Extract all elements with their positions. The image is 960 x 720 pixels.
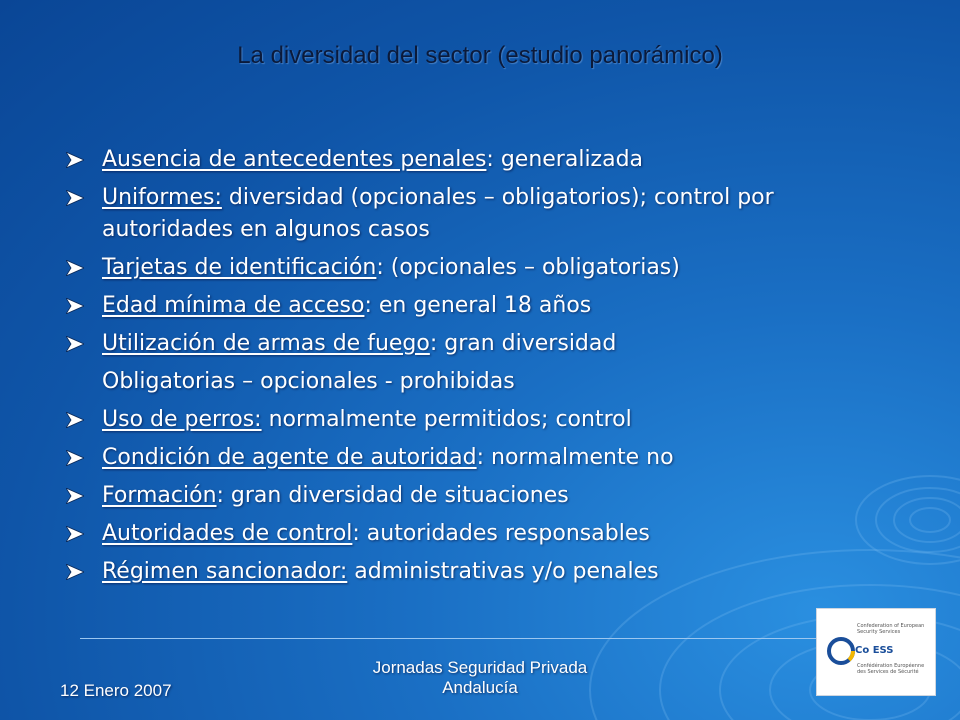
footer-date: 12 Enero 2007: [60, 681, 172, 700]
continuation-text: Obligatorias – opcionales - prohibidas: [102, 369, 515, 394]
bullet-item: [66, 404, 836, 436]
bullet-detail: administrativas y/o penales: [347, 559, 659, 584]
logo-org-fr: Confédération Européenne des Services de Sécurité: [857, 663, 925, 675]
bullet-continuation: [66, 366, 836, 398]
footer-divider: [80, 638, 820, 639]
arrow-bullet-icon: [66, 526, 84, 542]
bullet-term: Condición de agente de autoridad: [102, 445, 477, 470]
bullet-detail: : en general 18 años: [364, 293, 592, 318]
bullet-item: [66, 480, 836, 512]
bullet-term: Régimen sancionador:: [102, 559, 348, 584]
arrow-bullet-icon: [66, 336, 84, 352]
bullet-detail: : gran diversidad: [429, 331, 617, 356]
bullet-item: [66, 144, 836, 176]
bullet-detail: : (opcionales – obligatorias): [376, 255, 680, 280]
coess-logo: [816, 608, 936, 696]
arrow-bullet-icon: [66, 298, 84, 314]
slide-title: La diversidad del sector (estudio panorámico): [237, 42, 723, 69]
bullet-term: Edad mínima de acceso: [102, 293, 365, 318]
arrow-bullet-icon: [66, 564, 84, 580]
bullet-item: [66, 182, 836, 246]
footer-event: Jornadas Seguridad Privada Andalucía: [372, 658, 588, 697]
bullet-list: [66, 144, 836, 594]
coess-emblem-icon: [825, 635, 857, 667]
bullet-item: [66, 556, 836, 588]
arrow-bullet-icon: [66, 152, 84, 168]
bullet-item: [66, 442, 836, 474]
bullet-item: [66, 252, 836, 284]
bullet-term: Tarjetas de identificación: [102, 255, 377, 280]
bullet-term: Utilización de armas de fuego: [102, 331, 430, 356]
logo-org-en: Confederation of European Security Services: [857, 623, 925, 635]
bullet-detail: normalmente permitidos; control: [261, 407, 632, 432]
bullet-detail: : generalizada: [486, 147, 644, 172]
bullet-detail: : gran diversidad de situaciones: [216, 483, 569, 508]
bullet-term: Uso de perros:: [102, 407, 262, 432]
bullet-detail: : normalmente no: [476, 445, 674, 470]
arrow-bullet-icon: [66, 412, 84, 428]
bullet-detail: diversidad (opcionales – obligatorios); control por autoridades en algunos casos: [102, 185, 774, 242]
bullet-term: Ausencia de antecedentes penales: [102, 147, 487, 172]
arrow-bullet-icon: [66, 190, 84, 206]
bullet-item: [66, 290, 836, 322]
bullet-item: [66, 518, 836, 550]
logo-acronym: Co ESS: [855, 645, 894, 656]
arrow-bullet-icon: [66, 260, 84, 276]
bullet-detail: : autoridades responsables: [352, 521, 650, 546]
arrow-bullet-icon: [66, 450, 84, 466]
arrow-bullet-icon: [66, 488, 84, 504]
bullet-item: [66, 328, 836, 360]
bullet-term: Uniformes:: [102, 185, 222, 210]
bullet-term: Autoridades de control: [102, 521, 353, 546]
bullet-term: Formación: [102, 483, 217, 508]
